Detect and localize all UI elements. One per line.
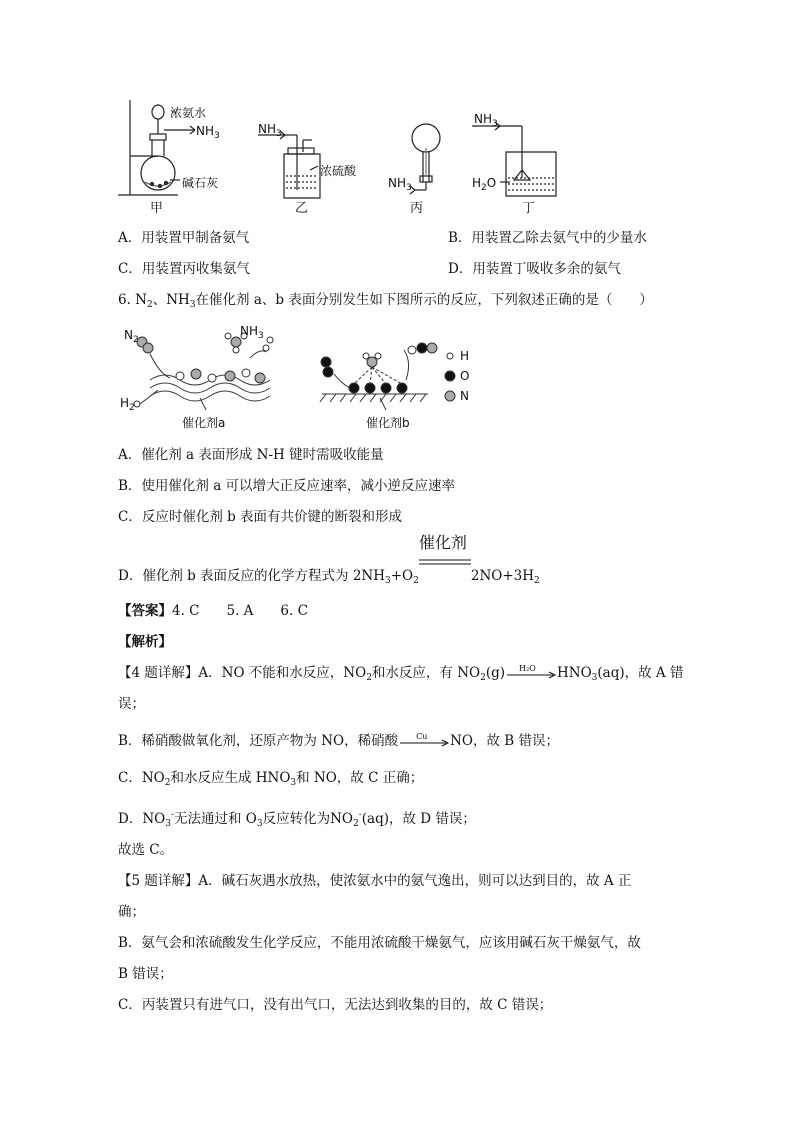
q4-analysis-c bbox=[118, 769, 423, 792]
q6-option-b: B．使用催化剂 a 可以增大正反应速率，减小逆反应速率 bbox=[118, 478, 456, 494]
q4-d-mid: 无法通过和 O bbox=[174, 811, 257, 827]
q4-d-no3-sub: 3 bbox=[165, 819, 171, 829]
q5-analysis-b-line1: B．氨气会和浓硫酸发生化学反应，不能用浓硫酸干燥氨气，应该用碱石灰干燥氨气，故 bbox=[118, 935, 641, 951]
q6-stem-rest: 在催化剂 a、b 表面分别发生如下图所示的反应，下列叙述正确的是（ ） bbox=[195, 292, 653, 308]
q6-d-mid: +O bbox=[390, 568, 414, 584]
q4-d-no2-sub: 2 bbox=[352, 819, 359, 829]
q5-option-c: C．用装置丙收集氨气 bbox=[118, 261, 250, 277]
ding-h-text: H bbox=[472, 176, 482, 190]
fig-h2-label bbox=[120, 394, 135, 417]
q5-analysis-b-line2: B 错误； bbox=[118, 966, 173, 982]
q4-d-no3-sup: - bbox=[170, 810, 174, 820]
catalyst-condition-text: 催化剂 bbox=[418, 533, 467, 552]
soda-lime-text: 碱石灰 bbox=[182, 176, 219, 190]
label-ding-h2o bbox=[472, 174, 496, 197]
label-ding-nh3 bbox=[474, 110, 498, 133]
q6-stem-nh3-sub: 3 bbox=[189, 300, 196, 310]
right-arrow-icon bbox=[398, 732, 450, 750]
q4-c-no2-sub: 2 bbox=[164, 778, 171, 788]
fig-cat-b-label: 催化剂b bbox=[366, 416, 410, 430]
conc-h2so4-text: 浓硫酸 bbox=[320, 164, 357, 178]
q4-c-mid: 和水反应生成 HNO bbox=[170, 770, 291, 786]
right-arrow-icon bbox=[505, 664, 557, 682]
q4-line1-mid: 和水反应，有 NO bbox=[371, 665, 481, 681]
q4-c-pre: C．NO bbox=[118, 770, 165, 786]
bing-label-text: 丙 bbox=[410, 201, 424, 216]
q4-analysis-line1 bbox=[118, 664, 683, 687]
q4-d-no3: NO bbox=[142, 811, 166, 827]
q4-analysis-d bbox=[118, 806, 476, 833]
q6-stem-num: 6. N bbox=[118, 292, 147, 308]
q6-stem-n2-sub: 2 bbox=[146, 300, 153, 310]
q5-option-d: D．用装置丁吸收多余的氨气 bbox=[448, 261, 621, 277]
q6-d-nh3-sub: 3 bbox=[385, 576, 391, 586]
fig-nh3-sub: 3 bbox=[258, 331, 264, 341]
answer-label: 【答案】 bbox=[118, 603, 172, 619]
equals-sign-icon bbox=[419, 558, 471, 568]
yi-nh3-text: NH bbox=[258, 122, 276, 136]
label-yi-nh3 bbox=[258, 120, 282, 143]
answer-line bbox=[118, 602, 308, 620]
answer-values: 4. C 5. A 6. C bbox=[172, 603, 308, 619]
q4-d-no2-sup: - bbox=[358, 810, 362, 820]
q6-option-c: C．反应时催化剂 b 表面有共价键的断裂和形成 bbox=[118, 509, 403, 525]
fig-h2-sub: 2 bbox=[129, 403, 135, 413]
q4-b-post: NO，故 B 错误； bbox=[450, 733, 559, 749]
q4-hno3-sub: 3 bbox=[591, 673, 598, 683]
analysis-label: 【解析】 bbox=[118, 634, 172, 650]
q4-line1-pre: 【4 题详解】A．NO 不能和水反应，NO bbox=[118, 665, 367, 681]
yi-nh3-subscript: 3 bbox=[276, 129, 282, 139]
q4-line1-g: (g) bbox=[485, 665, 506, 681]
q5-analysis-a-line2: 确； bbox=[118, 904, 145, 920]
cu-reaction-arrow bbox=[398, 732, 450, 750]
q6-d-post: 2NO+3H bbox=[470, 568, 535, 584]
q6-d-o2-sub: 2 bbox=[413, 576, 419, 586]
label-conc-ammonia bbox=[170, 104, 206, 122]
fig-n2-sub: 2 bbox=[132, 335, 139, 345]
bing-nh3-subscript: 3 bbox=[406, 183, 412, 193]
q5-analysis-a-line1: 【5 题详解】A．碱石灰遇水放热，使浓氨水中的氨气逸出，则可以达到目的，故 A 正 bbox=[118, 873, 632, 889]
h2o-reaction-arrow bbox=[505, 664, 557, 682]
q4-d-pre: D． bbox=[118, 811, 143, 827]
label-soda-lime bbox=[182, 174, 218, 192]
ding-h2-subscript: 2 bbox=[481, 183, 487, 193]
q4-d-mid2: 反应转化为 bbox=[262, 811, 331, 827]
fig-n2-text: N bbox=[124, 328, 133, 342]
bing-nh3-text: NH bbox=[388, 176, 406, 190]
q4-d-no2: NO bbox=[330, 811, 353, 827]
q4-line1-post: HNO bbox=[557, 665, 592, 681]
nh3-subscript: 3 bbox=[214, 131, 220, 141]
label-jia bbox=[150, 200, 163, 218]
ding-o-text: O bbox=[486, 176, 497, 190]
label-bing bbox=[410, 200, 423, 218]
q4-d-end: (aq)，故 D 错误； bbox=[361, 811, 476, 827]
q4-c-hno3-sub: 3 bbox=[290, 778, 297, 788]
q5-analysis-c: C．丙装置只有进气口，没有出气口，无法达到收集的目的，故 C 错误； bbox=[118, 997, 553, 1013]
q4-b-pre: B．稀硝酸做氧化剂，还原产物为 NO，稀硝酸 bbox=[118, 733, 399, 749]
fig-nh3-text: NH bbox=[240, 324, 258, 338]
ding-nh3-subscript: 3 bbox=[492, 119, 498, 129]
q6-d-pre: D．催化剂 b 表面反应的化学方程式为 2NH bbox=[118, 568, 386, 584]
nh3-text: NH bbox=[196, 124, 214, 138]
fig-n2-label bbox=[124, 326, 139, 349]
legend-h: H bbox=[460, 349, 470, 363]
fig-cat-a-label: 催化剂a bbox=[182, 416, 226, 430]
q4-analysis-b bbox=[118, 732, 559, 750]
q4-analysis-line2: 误； bbox=[118, 696, 145, 712]
ding-nh3-text: NH bbox=[474, 112, 492, 126]
fig-nh3-label bbox=[240, 322, 264, 345]
label-jia-nh3 bbox=[196, 122, 220, 145]
catalyst-condition bbox=[418, 533, 471, 586]
q6-option-d bbox=[118, 533, 540, 590]
q4-d-o3-sub: 3 bbox=[256, 819, 263, 829]
q4-c-end: 和 NO，故 C 正确； bbox=[296, 770, 424, 786]
q6-option-a: A．催化剂 a 表面形成 N-H 键时需吸收能量 bbox=[118, 447, 384, 463]
q4-no2-sub-b: 2 bbox=[480, 673, 486, 683]
label-bing-nh3 bbox=[388, 174, 412, 197]
q6-stem bbox=[118, 291, 653, 314]
label-ding bbox=[522, 200, 535, 218]
catalyst-b-surface bbox=[320, 343, 455, 410]
fig-h2-text: H bbox=[120, 396, 130, 410]
ding-label-text: 丁 bbox=[522, 201, 536, 216]
h2o-arrow-label: H₂O bbox=[519, 664, 536, 673]
q4-no2-sub-a: 2 bbox=[366, 673, 372, 683]
q5-option-a: A．用装置甲制备氨气 bbox=[118, 230, 250, 246]
q5-option-b: B．用装置乙除去氨气中的少量水 bbox=[448, 230, 647, 246]
cu-arrow-label: Cu bbox=[416, 732, 428, 741]
label-yi bbox=[295, 200, 308, 218]
apparatus-bing bbox=[410, 124, 440, 194]
q4-conclusion: 故选 C。 bbox=[118, 842, 174, 858]
conc-ammonia-text: 浓氨水 bbox=[170, 106, 207, 120]
q4-line1-end: (aq)，故 A 错 bbox=[597, 665, 684, 681]
legend-n: N bbox=[460, 389, 469, 403]
q6-stem-mid: 、NH bbox=[152, 292, 190, 308]
jia-label-text: 甲 bbox=[150, 201, 164, 216]
legend-o: O bbox=[460, 369, 470, 383]
yi-label-text: 乙 bbox=[295, 201, 309, 216]
q6-d-h2-sub: 2 bbox=[534, 576, 540, 586]
label-conc-h2so4 bbox=[320, 162, 356, 180]
